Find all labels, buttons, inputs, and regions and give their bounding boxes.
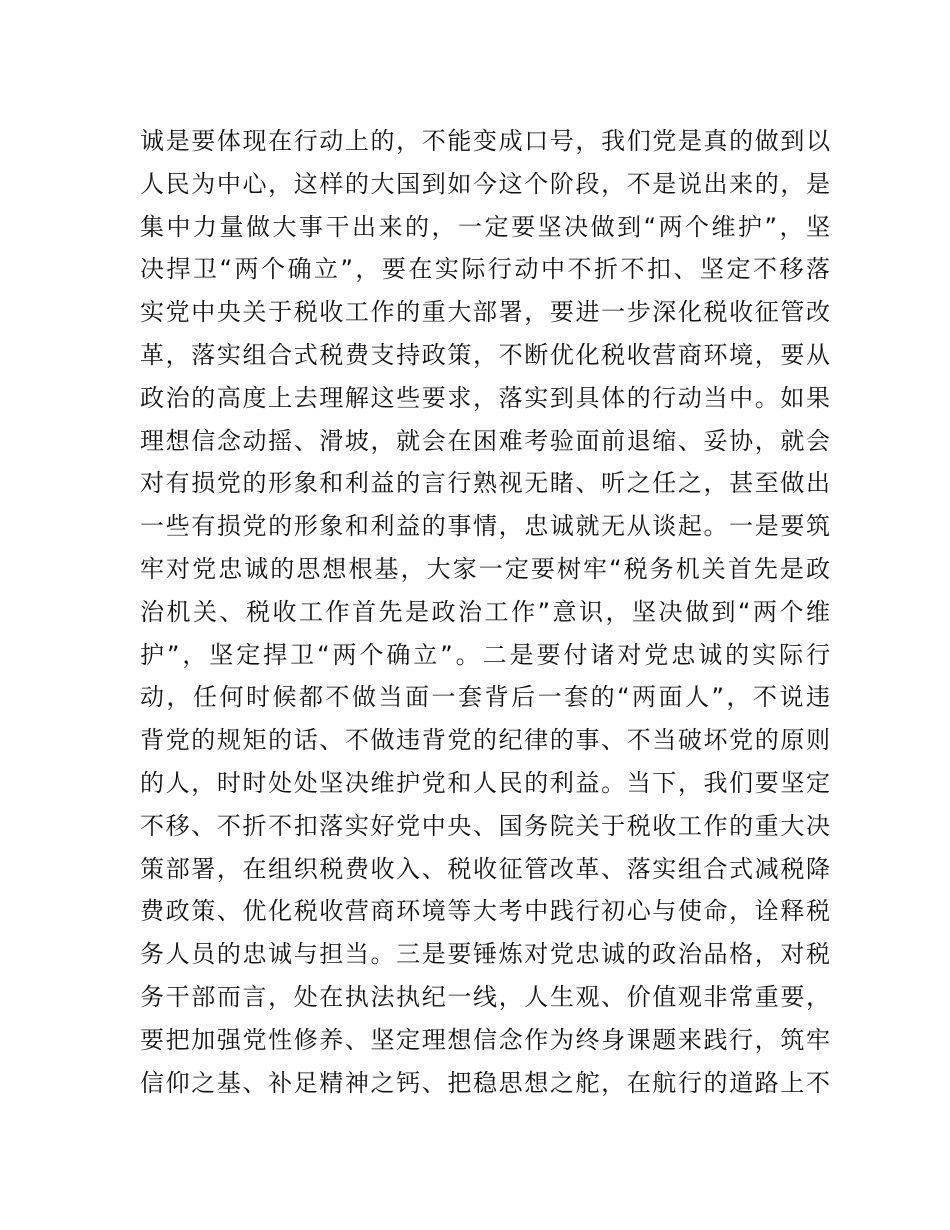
text-line-21: 务干部而言，处在执法执纪一线，人生观、价值观非常重要， <box>140 982 830 1011</box>
text-line-11: 牢对党忠诚的思想根基，大家一定要树牢“税务机关首先是政 <box>140 554 830 583</box>
text-line-13: 护”，坚定捍卫“两个确立”。二是要付诸对党忠诚的实际行 <box>140 640 830 669</box>
text-line-3: 集中力量做大事干出来的，一定要坚决做到“两个维护”，坚 <box>140 212 830 241</box>
text-line-22: 要把加强党性修养、坚定理想信念作为终身课题来践行，筑牢 <box>140 1025 830 1054</box>
text-line-9: 对有损党的形象和利益的言行熟视无睹、听之任之，甚至做出 <box>140 469 830 498</box>
text-line-1: 诚是要体现在行动上的，不能变成口号，我们党是真的做到以 <box>140 127 830 155</box>
text-line-8: 理想信念动摇、滑坡，就会在困难考验面前退缩、妥协，就会 <box>140 426 830 455</box>
text-line-7: 政治的高度上去理解这些要求，落实到具体的行动当中。如果 <box>140 383 830 412</box>
text-line-19: 费政策、优化税收营商环境等大考中践行初心与使命，诠释税 <box>140 897 830 926</box>
text-line-5: 实党中央关于税收工作的重大部署，要进一步深化税收征管改 <box>140 298 830 327</box>
text-line-16: 的人，时时处处坚决维护党和人民的利益。当下，我们要坚定 <box>140 768 830 797</box>
text-line-12: 治机关、税收工作首先是政治工作”意识，坚决做到“两个维 <box>140 597 830 626</box>
text-line-2: 人民为中心，这样的大国到如今这个阶段，不是说出来的，是 <box>140 169 830 198</box>
text-line-6: 革，落实组合式税费支持政策，不断优化税收营商环境，要从 <box>140 340 830 369</box>
text-line-20: 务人员的忠诚与担当。三是要锤炼对党忠诚的政治品格，对税 <box>140 940 830 969</box>
text-line-17: 不移、不折不扣落实好党中央、国务院关于税收工作的重大决 <box>140 811 830 840</box>
body-paragraph <box>140 120 830 1104</box>
text-line-23: 信仰之基、补足精神之钙、把稳思想之舵，在航行的道路上不 <box>140 1068 830 1097</box>
text-line-18: 策部署，在组织税费收入、税收征管改革、落实组合式减税降 <box>140 854 830 883</box>
text-line-15: 背党的规矩的话、不做违背党的纪律的事、不当破坏党的原则 <box>140 726 830 755</box>
text-line-14: 动，任何时候都不做当面一套背后一套的“两面人”，不说违 <box>140 683 830 712</box>
text-line-4: 决捍卫“两个确立”，要在实际行动中不折不扣、坚定不移落 <box>140 255 830 284</box>
text-line-10: 一些有损党的形象和利益的事情，忠诚就无从谈起。一是要筑 <box>140 512 830 541</box>
